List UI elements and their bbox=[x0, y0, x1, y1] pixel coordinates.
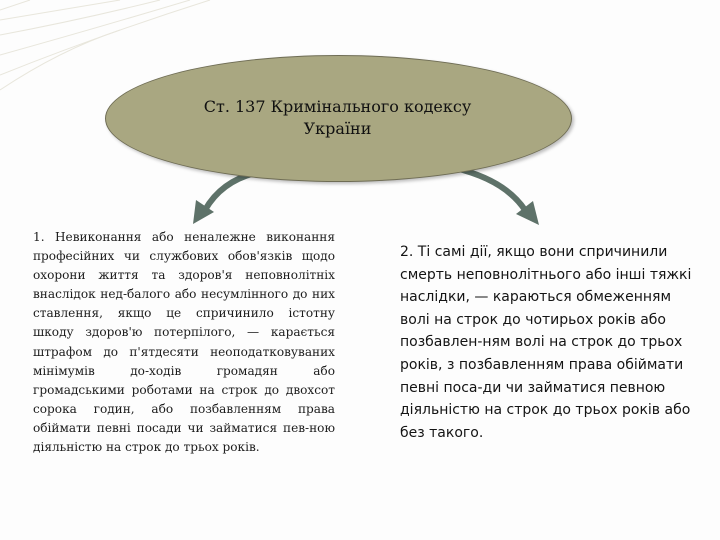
title-line-1: Ст. 137 Кримінального кодексу bbox=[203, 97, 472, 116]
title-text bbox=[130, 96, 545, 140]
right-arrow bbox=[455, 168, 525, 210]
title-line-2: України bbox=[303, 119, 372, 138]
part-1-text: 1. Невиконання або неналежне виконання професійних чи службових обов'язків щодо охорони життя та здоров'я неповнолітніх внаслідок нед-балого або несумлінного до них ставлення, якщо це спричинило істотну шкоду здоров'ю потерпілого, — карається штрафом до п'ятдесяти неоподатковуваних мінімумів до-ходів громадян або громадськими роботами на строк до двохсот сорока годин, або позбавленням права обіймати певні посади чи займатися пев-ною діяльністю на строк до трьох років. bbox=[33, 230, 335, 455]
part-2-text: 2. Ті самі дії, якщо вони спричинили смерть неповнолітнього або інші тяжкі наслідки, — караються обмеженням волі на строк до чотирьох років або позбавлен-ням волі на строк до трьох років, з позбавленням права обіймати певні поса-ди чи займатися певною діяльністю на строк до трьох років або без такого. bbox=[400, 244, 692, 441]
